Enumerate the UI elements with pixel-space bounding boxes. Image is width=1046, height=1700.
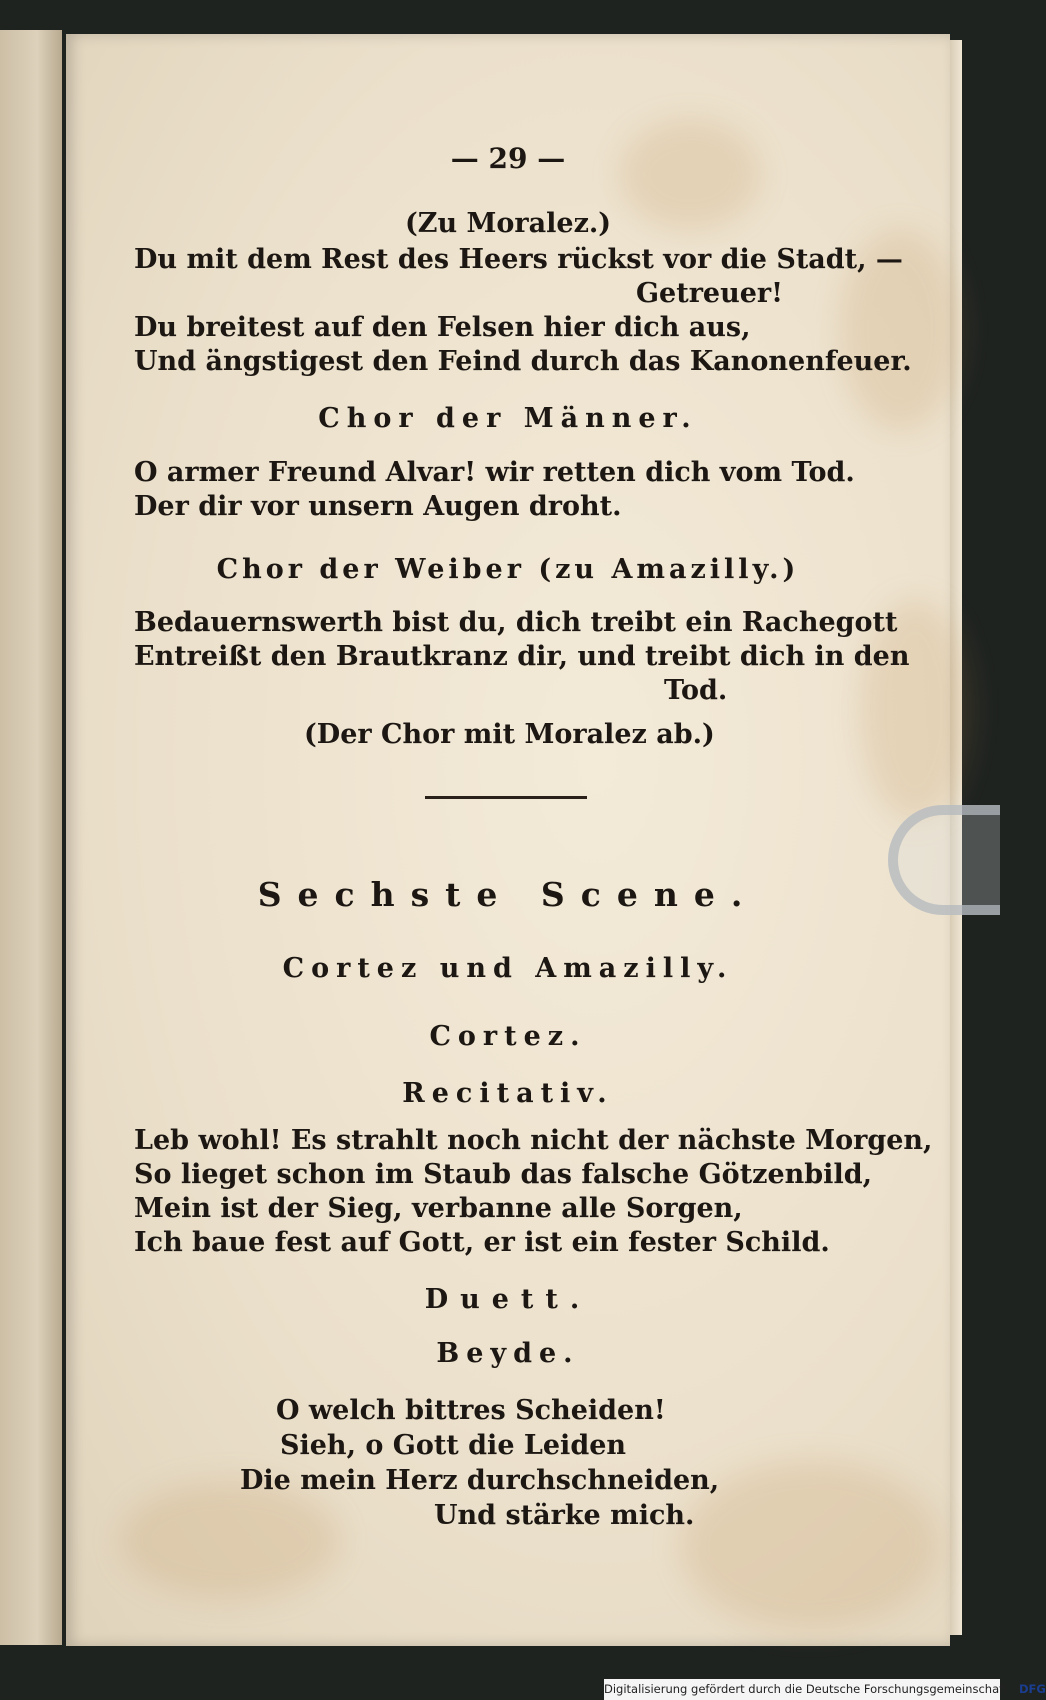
paper-stain [120,1480,340,1600]
digitization-credit [604,1679,1046,1700]
verse-line: Und stärke mich. [434,1500,695,1531]
verse-line: Mein ist der Sieg, verbanne alle Sorgen, [134,1193,743,1224]
verse-line: Getreuer! [636,278,783,309]
verse-line: Entreißt den Brautkranz dir, und treibt dich in den [134,641,910,672]
verse-line: O armer Freund Alvar! wir retten dich vom Tod. [134,457,855,488]
verse-line: Bedauernswerth bist du, dich treibt ein Rachegott [134,607,898,638]
speaker-heading: Beyde. [436,1338,580,1369]
speaker-heading: Chor der Weiber (zu Amazilly.) [216,554,800,585]
section-label: Duett. [424,1284,592,1315]
verse-line: Sieh, o Gott die Leiden [280,1430,627,1461]
left-page-edge [0,30,62,1645]
verse-line: So lieget schon im Staub das falsche Götzenbild, [134,1159,872,1190]
stage-direction: (Zu Moralez.) [405,208,612,239]
stage-direction: (Der Chor mit Moralez ab.) [304,719,715,750]
verse-line: Leb wohl! Es strahlt noch nicht der nächste Morgen, [134,1125,933,1156]
credit-text: Digitalisierung gefördert durch die Deutsche Forschungsgemeinschaft - [604,1682,1016,1696]
verse-line: Tod. [664,675,728,706]
speaker-heading: Chor der Männer. [318,403,698,434]
verse-line: Die mein Herz durchschneiden, [240,1465,720,1496]
section-label: Recitativ. [402,1078,614,1109]
verse-line: Und ängstigest den Feind durch das Kanonenfeuer. [134,346,912,377]
scene-characters: Cortez und Amazilly. [282,953,734,984]
scene-title: Sechste Scene. [257,875,759,914]
dfg-logo: DFG [1018,1682,1046,1696]
scene-divider [425,796,587,799]
page-number: — 29 — [450,142,566,175]
verse-line: Ich baue fest auf Gott, er ist ein fester Schild. [134,1227,830,1258]
speaker-heading: Cortez. [429,1021,587,1052]
verse-line: Du mit dem Rest des Heers rückst vor die Stadt, — [134,244,903,275]
verse-line: Du breitest auf den Felsen hier dich aus, [134,312,751,343]
verse-line: Der dir vor unsern Augen droht. [134,491,622,522]
verse-line: O welch bittres Scheiden! [276,1395,666,1426]
